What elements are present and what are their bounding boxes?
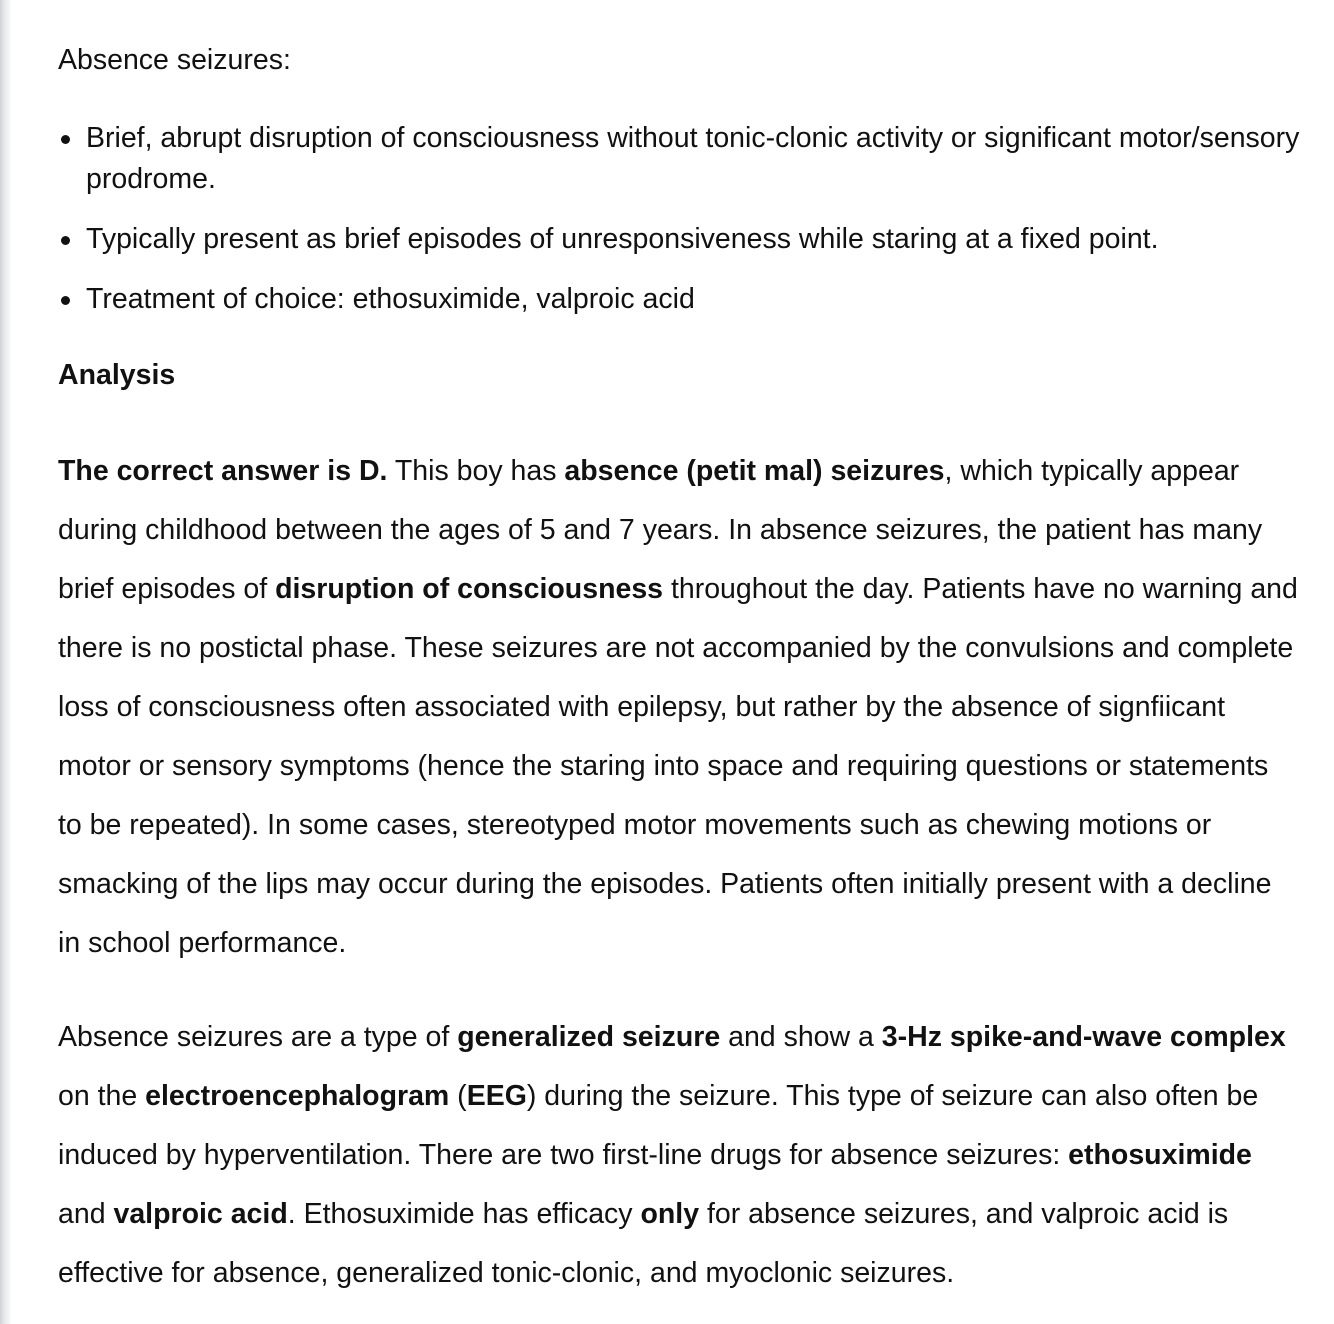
emphasis-text: disruption of consciousness xyxy=(275,573,664,605)
list-item-text: Treatment of choice: ethosuximide, valproic acid xyxy=(86,283,695,315)
emphasis-text: absence (petit mal) seizures xyxy=(564,455,945,487)
list-item xyxy=(58,219,1320,260)
paragraph-text: on the xyxy=(58,1080,146,1112)
bullet-dot-icon xyxy=(61,296,70,305)
analysis-paragraph-2 xyxy=(58,1008,1298,1303)
bullet-dot-icon xyxy=(61,135,70,144)
emphasis-text: electroencephalogram xyxy=(145,1080,450,1112)
emphasis-text: generalized seizure xyxy=(457,1021,721,1053)
analysis-title: Analysis xyxy=(58,359,176,391)
paragraph-text: ( xyxy=(449,1080,467,1112)
paragraph-text: and show a xyxy=(720,1021,882,1053)
section-heading: Absence seizures: xyxy=(58,44,291,76)
emphasis-text: EEG xyxy=(466,1080,527,1112)
paragraph-text: for absence seizures, and valproic acid is effective for absence, generalized tonic-clonic, and myoclonic seizures. xyxy=(58,1198,1229,1289)
bullet-list xyxy=(58,118,1320,339)
paragraph-text: This boy has xyxy=(387,455,565,487)
paragraph-text: , which typically appear during childhood between the ages of 5 and 7 years. In absence seizures, the patient has many brief episodes of xyxy=(58,455,1263,605)
list-item-text: Typically present as brief episodes of unresponsiveness while staring at a fixed point. xyxy=(86,223,1159,255)
correct-answer-text: The correct answer is D. xyxy=(58,455,388,487)
emphasis-text: only xyxy=(640,1198,700,1230)
list-item-text: Brief, abrupt disruption of consciousness without tonic-clonic activity or significant motor/sensory prodrome. xyxy=(86,122,1300,195)
analysis-paragraph-1 xyxy=(58,442,1298,973)
emphasis-text: 3-Hz spike-and-wave complex xyxy=(881,1021,1286,1053)
bullet-dot-icon xyxy=(61,236,70,245)
paragraph-text: ) during the seizure. This type of seizure can also often be induced by hyperventilation. There are two first-line drugs for absence seizures: xyxy=(58,1080,1259,1171)
list-item xyxy=(58,279,1320,320)
paragraph-text: . Ethosuximide has efficacy xyxy=(287,1198,641,1230)
paragraph-text: Absence seizures are a type of xyxy=(58,1021,458,1053)
paragraph-text: throughout the day. Patients have no warning and there is no postictal phase. These seizures are not accompanied by the convulsions and complete loss of consciousness often associated with epilepsy, but rather by the absence of signfiicant motor or sensory symptoms (hence the staring into space and requiring questions or statements to be repeated). In some cases, stereotyped motor movements such as chewing motions or smacking of the lips may occur during the episodes. Patients often initially present with a decline in school performance. xyxy=(58,573,1298,959)
emphasis-text: ethosuximide xyxy=(1068,1139,1252,1171)
paragraph-text: and xyxy=(58,1198,114,1230)
window-left-edge xyxy=(0,0,12,1324)
emphasis-text: valproic acid xyxy=(113,1198,288,1230)
list-item xyxy=(58,118,1320,200)
